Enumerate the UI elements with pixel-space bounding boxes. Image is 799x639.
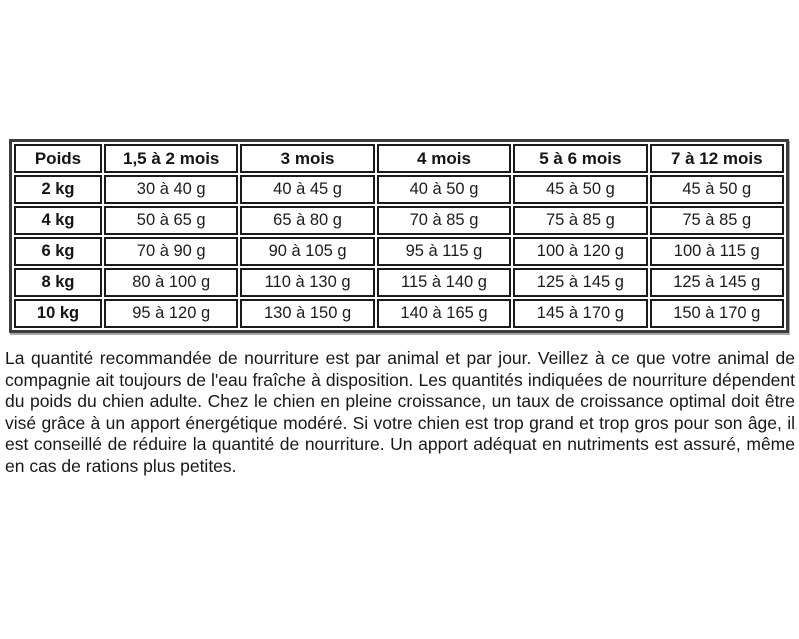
column-header-5-6-mois: 5 à 6 mois — [513, 144, 647, 173]
table-cell: 70 à 85 g — [377, 206, 511, 235]
table-cell: 30 à 40 g — [104, 175, 238, 204]
column-header-poids: Poids — [14, 144, 102, 173]
table-row — [14, 268, 784, 297]
table-cell: 95 à 120 g — [104, 299, 238, 328]
table-row — [14, 175, 784, 204]
table-cell: 110 à 130 g — [240, 268, 374, 297]
table-cell: 90 à 105 g — [240, 237, 374, 266]
table-cell: 65 à 80 g — [240, 206, 374, 235]
table-cell: 75 à 85 g — [513, 206, 647, 235]
weight-cell: 8 kg — [14, 268, 102, 297]
weight-cell: 10 kg — [14, 299, 102, 328]
table-cell: 130 à 150 g — [240, 299, 374, 328]
weight-cell: 2 kg — [14, 175, 102, 204]
table-header-row — [14, 144, 784, 173]
table-cell: 100 à 120 g — [513, 237, 647, 266]
table-cell: 95 à 115 g — [377, 237, 511, 266]
weight-cell: 6 kg — [14, 237, 102, 266]
column-header-4-mois: 4 mois — [377, 144, 511, 173]
table-cell: 45 à 50 g — [513, 175, 647, 204]
weight-cell: 4 kg — [14, 206, 102, 235]
table-cell: 100 à 115 g — [650, 237, 784, 266]
table-cell: 80 à 100 g — [104, 268, 238, 297]
column-header-3-mois: 3 mois — [240, 144, 374, 173]
table-cell: 140 à 165 g — [377, 299, 511, 328]
table-cell: 115 à 140 g — [377, 268, 511, 297]
table-cell: 70 à 90 g — [104, 237, 238, 266]
table-row — [14, 237, 784, 266]
feeding-advice-paragraph: La quantité recommandée de nourriture est par animal et par jour. Veillez à ce que votre animal de compagnie ait toujours de l'eau fraîche à disposition. Les quantités indiquées de nourriture dépendent du poids du chien adulte. Chez le chien en pleine croissance, un taux de croissance optimal doit être visé grâce à un apport énergétique modéré. Si votre chien est trop grand et trop gros pour son âge, il est conseillé de réduire la quantité de nourriture. Un apport adéquat en nutriments est assuré, même en cas de rations plus petites. — [5, 348, 795, 476]
table-cell: 50 à 65 g — [104, 206, 238, 235]
table-cell: 40 à 45 g — [240, 175, 374, 204]
table-cell: 125 à 145 g — [650, 268, 784, 297]
table-row — [14, 206, 784, 235]
column-header-1-5-2-mois: 1,5 à 2 mois — [104, 144, 238, 173]
feeding-quantity-table — [9, 139, 789, 333]
table-cell: 150 à 170 g — [650, 299, 784, 328]
table-cell: 40 à 50 g — [377, 175, 511, 204]
column-header-7-12-mois: 7 à 12 mois — [650, 144, 784, 173]
table-cell: 145 à 170 g — [513, 299, 647, 328]
table-cell: 45 à 50 g — [650, 175, 784, 204]
table-cell: 75 à 85 g — [650, 206, 784, 235]
table-row — [14, 299, 784, 328]
table-cell: 125 à 145 g — [513, 268, 647, 297]
